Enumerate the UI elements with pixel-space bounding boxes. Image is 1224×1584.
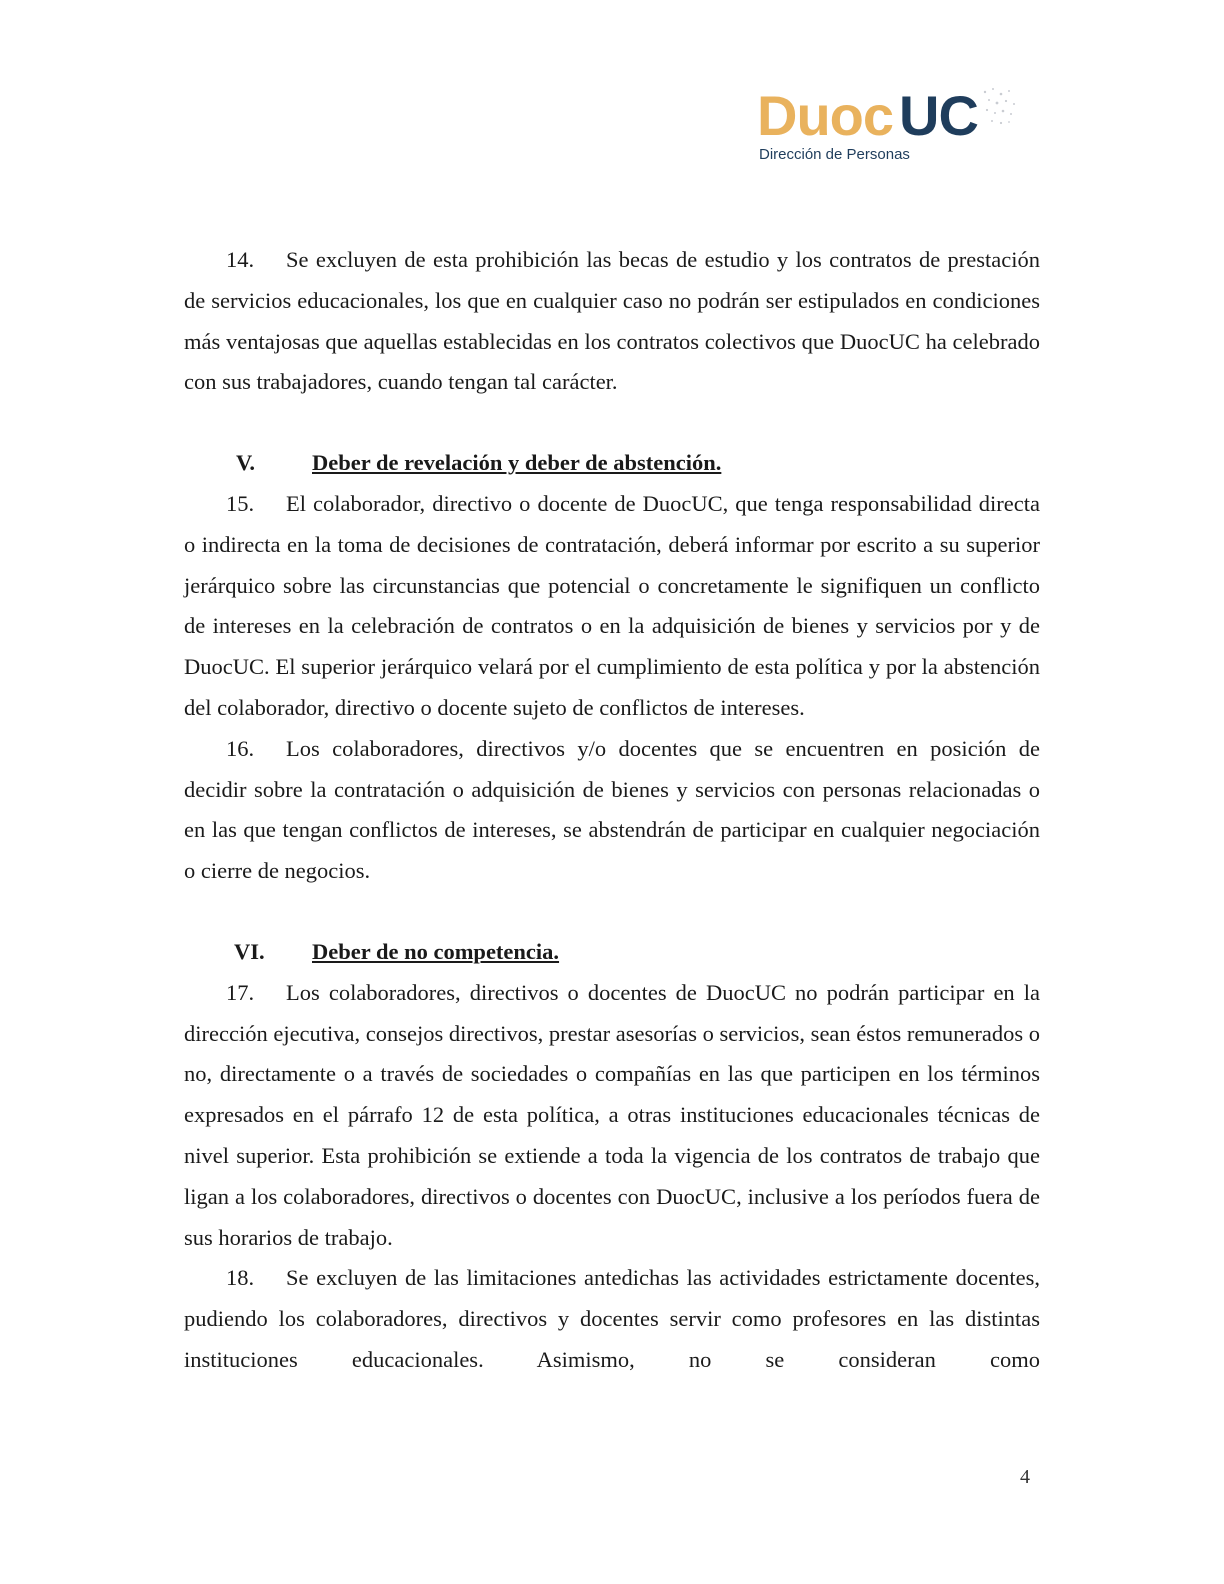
paragraph-number: 18. xyxy=(226,1265,255,1291)
paragraph-number: 16. xyxy=(226,735,255,761)
section-title: Deber de revelación y deber de abstención. xyxy=(312,450,722,476)
logo-wordmark xyxy=(757,86,978,146)
paragraph-14 xyxy=(184,240,1040,403)
section-number: V. xyxy=(236,450,255,476)
logo-duoc-text: Duoc xyxy=(757,84,893,147)
paragraph-number: 17. xyxy=(226,979,255,1005)
section-title: Deber de no competencia. xyxy=(312,938,560,964)
paragraph-text: Se excluyen de esta prohibición las becas de estudio y los contratos de prestación de servicios educacionales, los que en cualquier caso no podrán ser estipulados en condiciones más ventajosas que aquellas establecidas en los contratos colectivos que DuocUC ha celebrado con sus trabajadores, cuando tengan tal carácter. xyxy=(184,247,1040,395)
paragraph-16 xyxy=(184,729,1040,892)
paragraph-15 xyxy=(184,484,1040,729)
section-heading-v xyxy=(184,443,1040,484)
paragraph-text: Los colaboradores, directivos y/o docentes que se encuentren en posición de decidir sobre la contratación o adquisición de bienes y servicios con personas relacionadas o en las que tengan conflictos de intereses, se abstendrán de participar en cualquier negociación o cierre de negocios. xyxy=(184,735,1040,884)
section-heading-vi xyxy=(184,932,1040,973)
paragraph-text: El colaborador, directivo o docente de DuocUC, que tenga responsabilidad directa o indirecta en la toma de decisiones de contratación, deberá informar por escrito a su superior jerárquico sobre las circunstancias que potencial o concretamente le signifiquen un conflicto de intereses en la celebración de contratos o en la adquisición de bienes y servicios por y de DuocUC. El superior jerárquico velará por el cumplimiento de esta política y por la abstención del colaborador, directivo o docente sujeto de conflictos de intereses. xyxy=(184,490,1040,720)
paragraph-number: 15. xyxy=(226,490,255,516)
paragraph-18 xyxy=(184,1258,1040,1380)
logo-uc-text: UC xyxy=(899,84,978,147)
page-number: 4 xyxy=(1020,1466,1030,1488)
paragraph-text: Los colaboradores, directivos o docentes de DuocUC no podrán participar en la dirección ejecutiva, consejos directivos, prestar asesorías o servicios, sean éstos remunerados o no, directamente o a través de sociedades o compañías en las que participen en los términos expresados en el párrafo 12 de esta política, a otras instituciones educacionales técnicas de nivel superior. Esta prohibición se extiende a toda la vigencia de los contratos de trabajo que ligan a los colaboradores, directivos o docentes con DuocUC, inclusive a los períodos fuera de sus horarios de trabajo. xyxy=(184,979,1040,1250)
duocuc-logo xyxy=(757,86,1027,176)
document-body xyxy=(184,240,1040,1381)
section-number: VI. xyxy=(234,938,265,964)
paragraph-17 xyxy=(184,973,1040,1259)
paragraph-text: Se excluyen de las limitaciones antedichas las actividades estrictamente docentes, pudiendo los colaboradores, directivos y docentes servir como profesores en las distintas instituciones educacionales. Asimismo, no se consideran como xyxy=(184,1265,1040,1372)
logo-subtitle: Dirección de Personas xyxy=(759,146,910,163)
constellation-dots-icon xyxy=(979,86,1019,128)
paragraph-number: 14. xyxy=(226,247,255,272)
